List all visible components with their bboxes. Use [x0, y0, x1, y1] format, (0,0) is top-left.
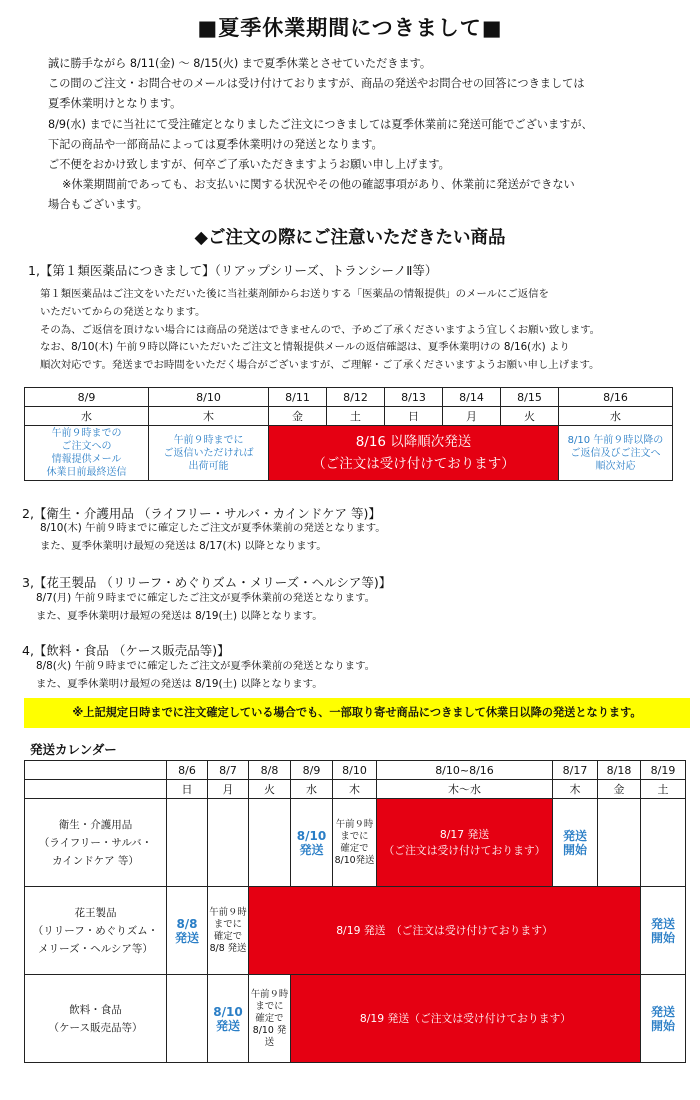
date-row: [25, 388, 673, 407]
calendar-row-food: [25, 975, 686, 1063]
empty-cell: [208, 799, 249, 887]
date-cell: 8/9: [25, 388, 149, 407]
date-cell: 8/8: [249, 761, 291, 780]
resume-cell: [641, 887, 686, 975]
weekday-cell: 日: [167, 780, 208, 799]
weekday-cell: 火: [501, 407, 559, 426]
cell-line: 8/17 発送: [439, 827, 490, 841]
weekday-row: [25, 407, 673, 426]
row-label: [25, 975, 167, 1063]
section-3-line: また、夏季休業明け最短の発送は 8/19(土) 以降となります。: [36, 609, 323, 622]
date-cell: 8/11: [269, 388, 327, 407]
empty-cell: [167, 975, 208, 1063]
pharma-schedule-table: [24, 387, 673, 481]
cell-line: 8/8 発送: [209, 942, 247, 954]
label-line: 花王製品: [74, 906, 117, 919]
resume-cell: [559, 426, 673, 481]
cell-line: 8/8: [176, 916, 198, 931]
cell-line: （ご注文は受け付けております）: [383, 843, 546, 857]
weekday-cell: 水: [559, 407, 673, 426]
section-heading: ◆ご注文の際にご注意いただきたい商品: [194, 228, 506, 248]
holiday-red-cell: 8/19 発送（ご注文は受け付けております）: [291, 975, 641, 1063]
cell-line: 8/10: [296, 828, 327, 843]
holiday-red-cell: [269, 426, 559, 481]
intro-line: 場合もございます。: [48, 198, 148, 212]
intro-text: [48, 54, 688, 216]
cell-line: ご返信いただければ: [163, 447, 254, 459]
row-label: [25, 887, 167, 975]
cell-line: 発送: [562, 828, 587, 843]
resume-cell: [553, 799, 598, 887]
cell-line: までに: [340, 830, 369, 842]
empty-cell: [641, 799, 686, 887]
cell-line: 8/10 発送: [252, 1024, 287, 1048]
weekday-cell: 水: [25, 407, 149, 426]
cell-line: 8/10: [213, 1004, 243, 1019]
date-cell: 8/19: [641, 761, 686, 780]
weekday-cell: 金: [269, 407, 327, 426]
label-line: 衛生・介護用品: [58, 818, 133, 831]
section-1-line: 第１類医薬品はご注文をいただいた後に当社薬剤師からお送りする「医薬品の情報提供」のメールにご返信を: [40, 288, 549, 300]
weekday-cell: 土: [641, 780, 686, 799]
section-1-line: いただいてからの発送となります。: [40, 305, 206, 318]
intro-line: 下記の商品や一部商品によっては夏季休業明けの発送となります。: [48, 137, 383, 151]
date-cell: 8/17: [553, 761, 598, 780]
date-cell: 8/13: [385, 388, 443, 407]
status-row: [25, 426, 673, 481]
date-cell: 8/7: [208, 761, 249, 780]
section-4-body: [36, 658, 375, 694]
cell-line: 8/10発送: [334, 854, 375, 866]
holiday-red-cell: [377, 799, 553, 887]
section-1-title: 1,【第１類医薬品につきまして】（リアップシリーズ、トランシーノⅡ等）: [28, 263, 438, 278]
cell-line: （ご注文は受け付けております）: [312, 456, 515, 472]
cell-line: ご返信及びご注文へ: [570, 447, 661, 459]
section-4-line: また、夏季休業明け最短の発送は 8/19(土) 以降となります。: [36, 677, 323, 690]
ship-date-cell: [208, 975, 249, 1063]
weekday-cell: 水: [291, 780, 333, 799]
section-2-body: [40, 520, 386, 556]
weekday-cell: 月: [208, 780, 249, 799]
page-title: ■夏季休業期間につきまして■: [197, 16, 503, 40]
label-line: カインドケア 等）: [52, 854, 139, 867]
date-cell: 8/9: [291, 761, 333, 780]
weekday-cell: 木～水: [377, 780, 553, 799]
weekday-cell: 火: [249, 780, 291, 799]
section-2-line: 8/10(木) 午前９時までに確定したご注文が夏季休業前の発送となります。: [40, 522, 386, 534]
date-cell: 8/6: [167, 761, 208, 780]
section-1-body: [40, 286, 600, 375]
corner-cell: [25, 780, 167, 799]
cell-line: 確定で: [213, 930, 243, 942]
empty-cell: [167, 799, 208, 887]
info-deadline-cell: [25, 426, 149, 481]
weekday-cell: 金: [598, 780, 641, 799]
section-2-line: また、夏季休業明け最短の発送は 8/17(木) 以降となります。: [40, 539, 327, 552]
date-cell: 8/12: [327, 388, 385, 407]
deadline-note-cell: [208, 887, 249, 975]
shipping-calendar-table: [24, 760, 686, 1063]
label-line: 飲料・食品: [69, 1003, 122, 1016]
deadline-note-cell: [249, 975, 291, 1063]
cell-line: 情報提供メール: [51, 454, 122, 465]
calendar-weekday-row: [25, 780, 686, 799]
section-3-title: 3,【花王製品 （リリーフ・めぐりズム・メリーズ・ヘルシア等)】: [22, 575, 392, 590]
date-cell: 8/14: [443, 388, 501, 407]
cell-line: 開始: [562, 842, 587, 857]
label-line: （リリーフ・めぐりズム・: [32, 924, 159, 937]
section-1-line: なお、8/10(木) 午前９時以降にいただいたご注文と情報提供メールの返信確認は、夏季休業明けの 8/16(水) より: [40, 341, 570, 354]
label-line: （ケース販売品等）: [48, 1021, 143, 1034]
weekday-cell: 日: [385, 407, 443, 426]
weekday-cell: 木: [553, 780, 598, 799]
date-cell: 8/10: [149, 388, 269, 407]
section-4-title: 4,【飲料・食品 （ケース販売品等)】: [22, 643, 230, 658]
section-3-body: [36, 590, 375, 626]
date-cell: 8/10~8/16: [377, 761, 553, 780]
cell-line: 確定で: [340, 842, 369, 854]
cell-line: 順次対応: [595, 460, 636, 472]
cell-line: 発送: [174, 930, 199, 945]
holiday-red-cell: 8/19 発送 （ご注文は受け付けております）: [249, 887, 641, 975]
cell-line: 発送: [650, 916, 675, 931]
section-3-line: 8/7(月) 午前９時までに確定したご注文が夏季休業前の発送となります。: [36, 592, 376, 604]
weekday-cell: 木: [333, 780, 377, 799]
cell-line: 発送: [650, 1004, 675, 1019]
weekday-cell: 月: [443, 407, 501, 426]
cell-line: 午前９時までに: [173, 434, 244, 446]
calendar-date-row: [25, 761, 686, 780]
calendar-title: 発送カレンダー: [30, 742, 117, 757]
date-cell: 8/15: [501, 388, 559, 407]
ship-date-cell: [167, 887, 208, 975]
cell-line: 発送: [215, 1018, 240, 1033]
weekday-cell: 土: [327, 407, 385, 426]
empty-cell: [598, 799, 641, 887]
section-1-line: その為、ご返信を頂けない場合には商品の発送はできませんので、予めご了承くださいますよう宜しくお願い致します。: [40, 323, 601, 336]
intro-line: 8/9(水) までに当社にて受注確定となりましたご注文につきましては夏季休業前に発送可能でございますが、: [48, 117, 593, 131]
cell-line: ご注文への: [61, 441, 112, 452]
section-4-line: 8/8(火) 午前９時までに確定したご注文が夏季休業前の発送となります。: [36, 660, 376, 672]
cell-line: 確定で: [255, 1012, 284, 1024]
row-label: [25, 799, 167, 887]
calendar-row-hygiene: [25, 799, 686, 887]
corner-cell: [25, 761, 167, 780]
cell-line: 休業日前最終送信: [46, 467, 127, 478]
date-cell: 8/10: [333, 761, 377, 780]
cell-line: 午前９時: [250, 988, 289, 1000]
intro-line: 夏季休業明けとなります。: [48, 97, 182, 111]
reply-deadline-cell: [149, 426, 269, 481]
empty-cell: [249, 799, 291, 887]
cell-line: 午前９時: [335, 818, 374, 830]
intro-line: この間のご注文・お問合せのメールは受け付けておりますが、商品の発送やお問合せの回答につきましては: [48, 77, 585, 91]
weekday-cell: 木: [149, 407, 269, 426]
cell-line: 開始: [650, 1018, 675, 1033]
ship-date-cell: [291, 799, 333, 887]
cell-line: 8/10 午前９時以降の: [567, 434, 664, 446]
date-cell: 8/18: [598, 761, 641, 780]
cell-line: までに: [213, 918, 243, 930]
cell-line: 8/16 以降順次発送: [355, 434, 472, 450]
cell-line: 午前９時までの: [51, 428, 122, 439]
cell-line: 開始: [650, 930, 675, 945]
intro-line: ※休業期間前であっても、お支払いに関する状況やその他の確認事項があり、休業前に発送ができない: [62, 178, 575, 192]
intro-line: 誠に勝手ながら 8/11(金) ～ 8/15(火) まで夏季休業とさせていただきます。: [48, 57, 432, 70]
section-1-line: 順次対応です。発送までお時間をいただく場合がございますが、ご理解・ご了承くださいますようお願い申し上げます。: [40, 359, 600, 372]
cell-line: 午前９時: [209, 906, 247, 918]
cell-line: までに: [255, 1000, 284, 1012]
notice-banner: ※上記規定日時までに注文確定している場合でも、一部取り寄せ商品につきまして休業日以降の発送となります。: [24, 698, 690, 728]
intro-line: ご不便をおかけ致しますが、何卒ご了承いただきますようお願い申し上げます。: [48, 158, 450, 172]
date-cell: 8/16: [559, 388, 673, 407]
cell-line: 出荷可能: [188, 460, 229, 472]
section-2-title: 2,【衛生・介護用品 （ライフリー・サルバ・カインドケア 等)】: [22, 506, 381, 521]
calendar-row-kao: [25, 887, 686, 975]
resume-cell: [641, 975, 686, 1063]
label-line: メリーズ・ヘルシア等）: [38, 942, 153, 955]
deadline-note-cell: [333, 799, 377, 887]
label-line: （ライフリー・サルバ・: [38, 836, 153, 849]
cell-line: 発送: [299, 842, 324, 857]
